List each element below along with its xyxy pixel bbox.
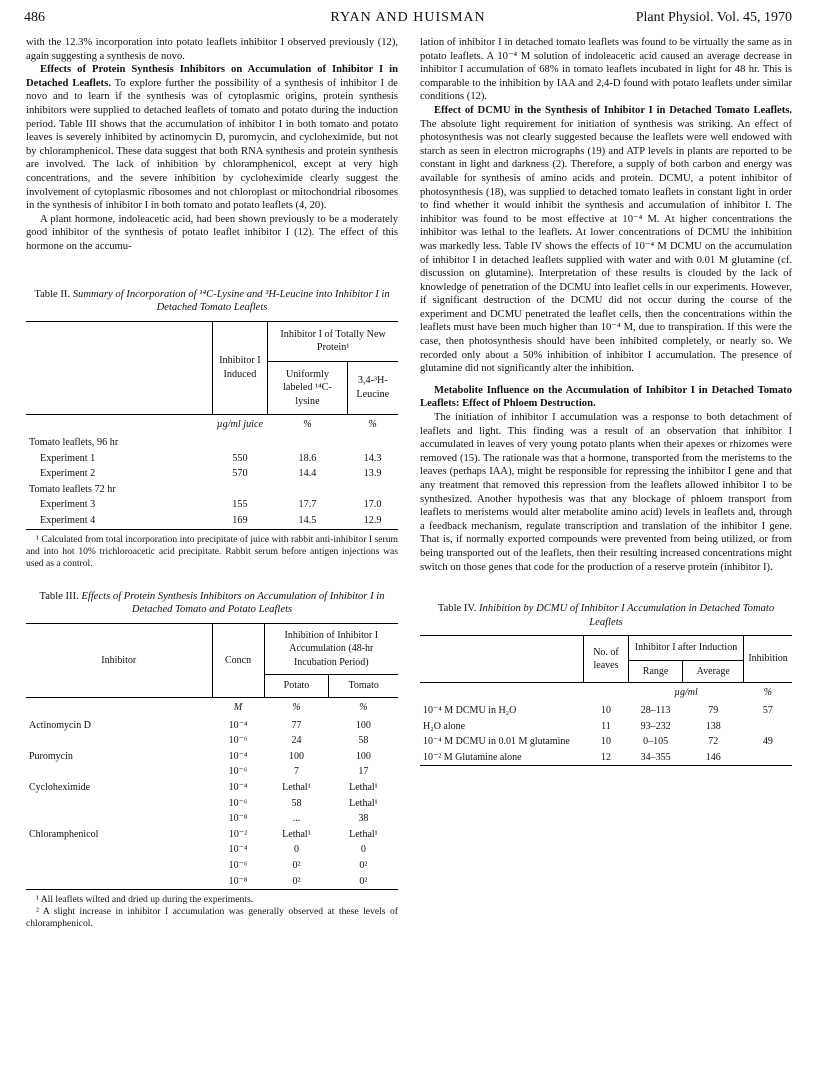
table-row [26,451,398,467]
table3-cell: Lethal¹ [282,781,311,793]
section-heading: Effect of DCMU in the Synthesis of Inhibitor I in Detached Tomato Leaflets. [434,104,792,116]
table3-cell: 38 [358,813,369,825]
table3-cell: 100 [288,750,304,762]
table4-cell: 49 [762,736,773,748]
table4-cell: 12 [600,751,611,763]
table2-caption-label: Table II. [34,288,71,300]
table2-unit: % [368,419,377,431]
table3-cell: 7 [293,766,299,778]
table2-header-group: Inhibitor I of Totally New Protein¹ [268,321,398,361]
table2-cell: 169 [232,515,248,527]
table4-cell: 28–113 [640,704,671,716]
table4-caption [424,602,788,629]
table4-header-inhibition: Inhibition [744,636,792,683]
table4-header-leaves: No. of leaves [584,636,629,683]
table4-treatment: 10⁻⁴ M DCMU in 0.01 M glutamine [423,736,570,748]
table-row [26,858,398,874]
table4-cell: 34–355 [640,751,671,763]
table3-caption-label: Table III. [39,590,79,602]
table3-header-potato: Potato [264,675,329,698]
table3-inhibitor: Cycloheximide [29,781,91,793]
table-row [420,719,792,735]
table-row [26,733,398,749]
table4-caption-text: Inhibition by DCMU of Inhibitor I Accumulation in Detached Tomato Leaflets [479,603,775,628]
paragraph: with the 12.3% incorporation into potato leaflets inhibitor I observed previously (12), again suggesting a synthesis de novo. [26,37,398,62]
paragraph-text: The absolute light requirement for initiation of synthesis was striking. An effect of photosynthesis was not clearly suggested because the leaflets were well endowed with starch as seen in electron micrographs (19) and ATP levels in plants are reported to be constant in light and darkness (2). Therefore, a supply of both carbon and energy was available for synthesis of amino acids and protein. DCMU, a potent inhibitor of photosynthesis (18), was supplied to detached tomato leaflets in constant light in order to find whether it would inhibit the synthesis and accumulation of inhibitor I. The inhibitor was found to be most effective at 10⁻⁴ M. At higher concentrations the inhibitor was lethal to the leaflets. At lower concentrations of DCMU the inhibition was markedly less. Table IV shows the effects of 10⁻⁴ M DCMU on the accumulation of inhibitor I in detached leaflets supplied with water and with 0.01 M glutamine (cf. discussion on glutamine). Interpretation of these results is clouded by the lack of knowledge of penetration of the DCMU into leaflet cells in our experiments. However, if significant destruction of the DCMU did not occur during the course of the experiment and DCMU penetrated the leaflet cells, then the concentrations within the leaflets must have been much higher than 10⁻⁴ M, due to transpiration. If this were the case, then photosynthesis should have been inhibited completely, or nearly so. We recorded only about a 50% inhibition of inhibitor I accumulation. The presence of glutamine did not significantly alter the inhibition. [420,118,792,375]
table3-cell: Lethal¹ [282,828,311,840]
table3-cell: ... [292,813,301,825]
table2-unit: µg/ml juice [216,419,264,431]
table3-unit: % [359,702,368,713]
table-row [26,842,398,858]
table3-concn: 10⁻⁸ [228,813,248,825]
section-heading: Metabolite Influence on the Accumulation of Inhibitor I in Detached Tomato Leaflets: Effect of Phloem Destruction. [420,384,792,410]
table2-cell: 550 [232,452,248,464]
table2-row-label: Experiment 3 [40,499,96,511]
table3-header-group: Inhibition of Inhibitor I Accumulation (48-hr Incubation Period) [264,623,398,675]
table2-cell: 12.9 [363,515,382,527]
table3-header-inhibitor: Inhibitor [101,654,137,666]
table4-cell: 79 [708,704,719,716]
table-row [26,497,398,513]
table-row [26,466,398,482]
table3-cell: 100 [355,719,371,731]
page-number: 486 [24,10,45,25]
table3-cell: 0² [359,875,368,887]
paragraph: The initiation of inhibitor I accumulation was a response to both detachment of leaflets and light. This finding was a result of an observation that inhibitor I accumulated in leaves of very young potato plants when their apexes or rhizomes were removed (15). The rationale was that a hormone, transported from the meristems to the leaves (perhaps IAA), might be responsible for repressing the inhibitor I gene and that any treatment that removed this repression from the leaflets allowed inhibitor I to be synthesized. Another hypothesis was that any blockage of phloem transport from leaflets to meristems would alter metabolite amino acid) levels in leaflets and, through a feedback mechanism, regulate transcription and translation of the inhibitor I gene. That is, if normally exported compounds were prevented from being utilized, or from being transported out of the leaflets, then their resulting increased concentrations might switch on those genes that code for the production of a reserve protein (inhibitor I). [420,412,792,573]
table4 [420,635,792,766]
table3-cell: 17 [358,766,369,778]
table2-row-label: Tomato leaflets, 96 hr [29,437,119,449]
table2-cell: 13.9 [363,468,382,480]
table3-inhibitor: Actinomycin D [29,719,91,731]
table3-cell: Lethal¹ [349,781,378,793]
table2-cell: 14.3 [363,452,382,464]
table3-concn: 10⁻² [228,828,248,840]
table4-cell: 10 [600,736,611,748]
table3-inhibitor: Chloramphenicol [29,828,99,840]
table3-footnote-1: ¹ All leaflets wilted and dried up during the experiments. [36,894,254,906]
table3-cell: 0² [292,875,301,887]
table3-concn: 10⁻⁶ [228,766,248,778]
table3-header-concn: Concn [212,623,264,697]
table2-caption-text: Summary of Incorporation of ¹⁴C-Lysine and ³H-Leucine into Inhibitor I in Detached Tomato Leaflets [72,288,390,313]
table3-concn: 10⁻⁴ [228,750,248,762]
table4-cell: 57 [762,704,773,716]
table2-cell: 17.7 [298,499,317,511]
table3-unit: % [292,702,301,713]
running-authors: RYAN AND HUISMAN [330,10,486,25]
table2-header-leucine: 3,4-³H-Leucine [347,361,398,415]
paragraph: lation of inhibitor I in detached tomato leaflets was found to be virtually the same as in potato leaflets. A 10⁻⁴ M solution of indoleacetic acid caused an average decrease in inhibitor I accumulation of 68% in tomato leaflets incubated in light for 48 hr. This is comparable to the inhibition by IAA and 2,4-D found with potato leaflets under similar conditions (12). [420,37,792,103]
table2-cell: 570 [232,468,248,480]
table-row [26,513,398,529]
table2-header-lysine: Uniformly labeled ¹⁴C-lysine [268,361,347,415]
table3-cell: 0² [359,859,368,871]
table3-cell: 0 [293,844,299,856]
table4-unit: µg/ml [674,687,698,699]
table2-cell: 17.0 [363,499,382,511]
table2-footnote: ¹ Calculated from total incorporation into precipitate of juice with rabbit anti-inhibitor I serum and into hot 10% trichloroacetic acid precipitate. Rabbit serum before antigen injections was used as a control. [26,533,398,569]
table2-cell: 155 [232,499,248,511]
right-column [420,36,792,766]
table-row [26,796,398,812]
table3-cell: Lethal¹ [349,797,378,809]
table-row [26,749,398,765]
table3-inhibitor: Puromycin [29,750,73,762]
table3-concn: 10⁻⁴ [228,719,248,731]
table4-cell: 72 [708,736,719,748]
running-header [24,10,792,30]
table3-header-tomato: Tomato [329,675,398,698]
paragraph [420,104,792,376]
table-row [26,811,398,827]
paragraph-text: To explore further the possibility of a synthesis of inhibitor I de novo and to learn if the synthesis was of cytoplasmic origins, protein synthesis inhibitors were supplied to detached leaflets of tomato and potato during the induction period. Table III shows that the accumulation of inhibitor I in both tomato and potato leaves is severely inhibited by actinomycin D, puromycin, and cycloheximide, but not by chloramphenicol. These data suggest that both RNA synthesis and protein synthesis are involved. The lack of inhibition by chloramphenicol, except at very high concentrations, and the severe inhibition by cycloheximide clearly suggest the involvement of cytoplasmic ribosomes and not chloroplast or mitochondrial ribosomes in the synthesis of inhibitor I in both tomato and potato leaflets (4, 20). [26,77,398,212]
paragraph [26,63,398,213]
table2-row-label: Tomato leaflets 72 hr [29,483,116,495]
table-row [420,750,792,766]
table2 [26,321,398,530]
table-row [420,734,792,750]
left-column [26,36,398,930]
table3-cell: 58 [358,735,369,747]
table4-unit: % [763,687,772,699]
table2-cell: 18.6 [298,452,317,464]
table-row [26,874,398,890]
table3-concn: 10⁻⁴ [228,781,248,793]
table-row [420,703,792,719]
table2-row-label: Experiment 1 [40,452,96,464]
table-row [26,827,398,843]
table4-cell: 0–105 [643,736,669,748]
section-heading: Effects of Protein Synthesis Inhibitors on Accumulation of Inhibitor I in Detached Leaflets. [26,64,398,89]
table3-cell: 77 [291,719,302,731]
table4-header-group: Inhibitor I after Induction [628,636,743,661]
table3-cell: 100 [355,750,371,762]
table4-cell: 10 [600,704,611,716]
table4-treatment: H₂O alone [423,720,466,732]
table3-cell: 58 [291,797,302,809]
table-row [26,764,398,780]
table2-caption [30,288,394,315]
table4-treatment: 10⁻² M Glutamine alone [423,751,522,763]
paragraph: A plant hormone, indoleacetic acid, had been shown previously to be a moderately good inhibitor of the synthesis of potato leaflet inhibitor I (12). The effect of this hormone on the accumu- [26,213,398,252]
table3-cell: Lethal¹ [349,828,378,840]
table3-cell: 0² [292,859,301,871]
table3-footnote-2: ² A slight increase in inhibitor I accumulation was generally observed at these levels of chloramphenicol. [26,906,398,930]
running-journal: Plant Physiol. Vol. 45, 1970 [635,10,792,25]
table4-cell: 11 [601,720,611,732]
table2-row-label: Experiment 4 [40,515,96,527]
table2-unit: % [303,419,312,431]
table-row [26,482,398,498]
table-row [26,780,398,796]
table-row [26,435,398,451]
table3-unit: M [233,702,243,713]
table2-row-label: Experiment 2 [40,468,96,480]
table2-cell: 14.5 [298,515,317,527]
table3-concn: 10⁻⁶ [228,735,248,747]
table4-cell: 146 [705,751,721,763]
table2-cell: 14.4 [298,468,317,480]
table3-cell: 0 [360,844,366,856]
table4-header-range: Range [628,660,683,683]
table3 [26,623,398,891]
table4-caption-label: Table IV. [437,603,477,615]
table3-concn: 10⁻⁴ [228,844,248,856]
table3-concn: 10⁻⁶ [228,859,248,871]
table4-treatment: 10⁻⁴ M DCMU in H₂O [423,704,517,716]
table2-header-induced: Inhibitor I Induced [212,321,268,415]
table4-header-average: Average [683,660,744,683]
table3-caption [30,590,394,617]
table4-cell: 93–232 [640,720,671,732]
table3-cell: 24 [291,735,302,747]
table-row [26,718,398,734]
table3-caption-text: Effects of Protein Synthesis Inhibitors on Accumulation of Inhibitor I in Detached Tomato and Potato Leaflets [81,590,385,616]
table3-concn: 10⁻⁶ [228,797,248,809]
table3-concn: 10⁻⁸ [228,875,248,887]
table4-cell: 138 [705,720,721,732]
